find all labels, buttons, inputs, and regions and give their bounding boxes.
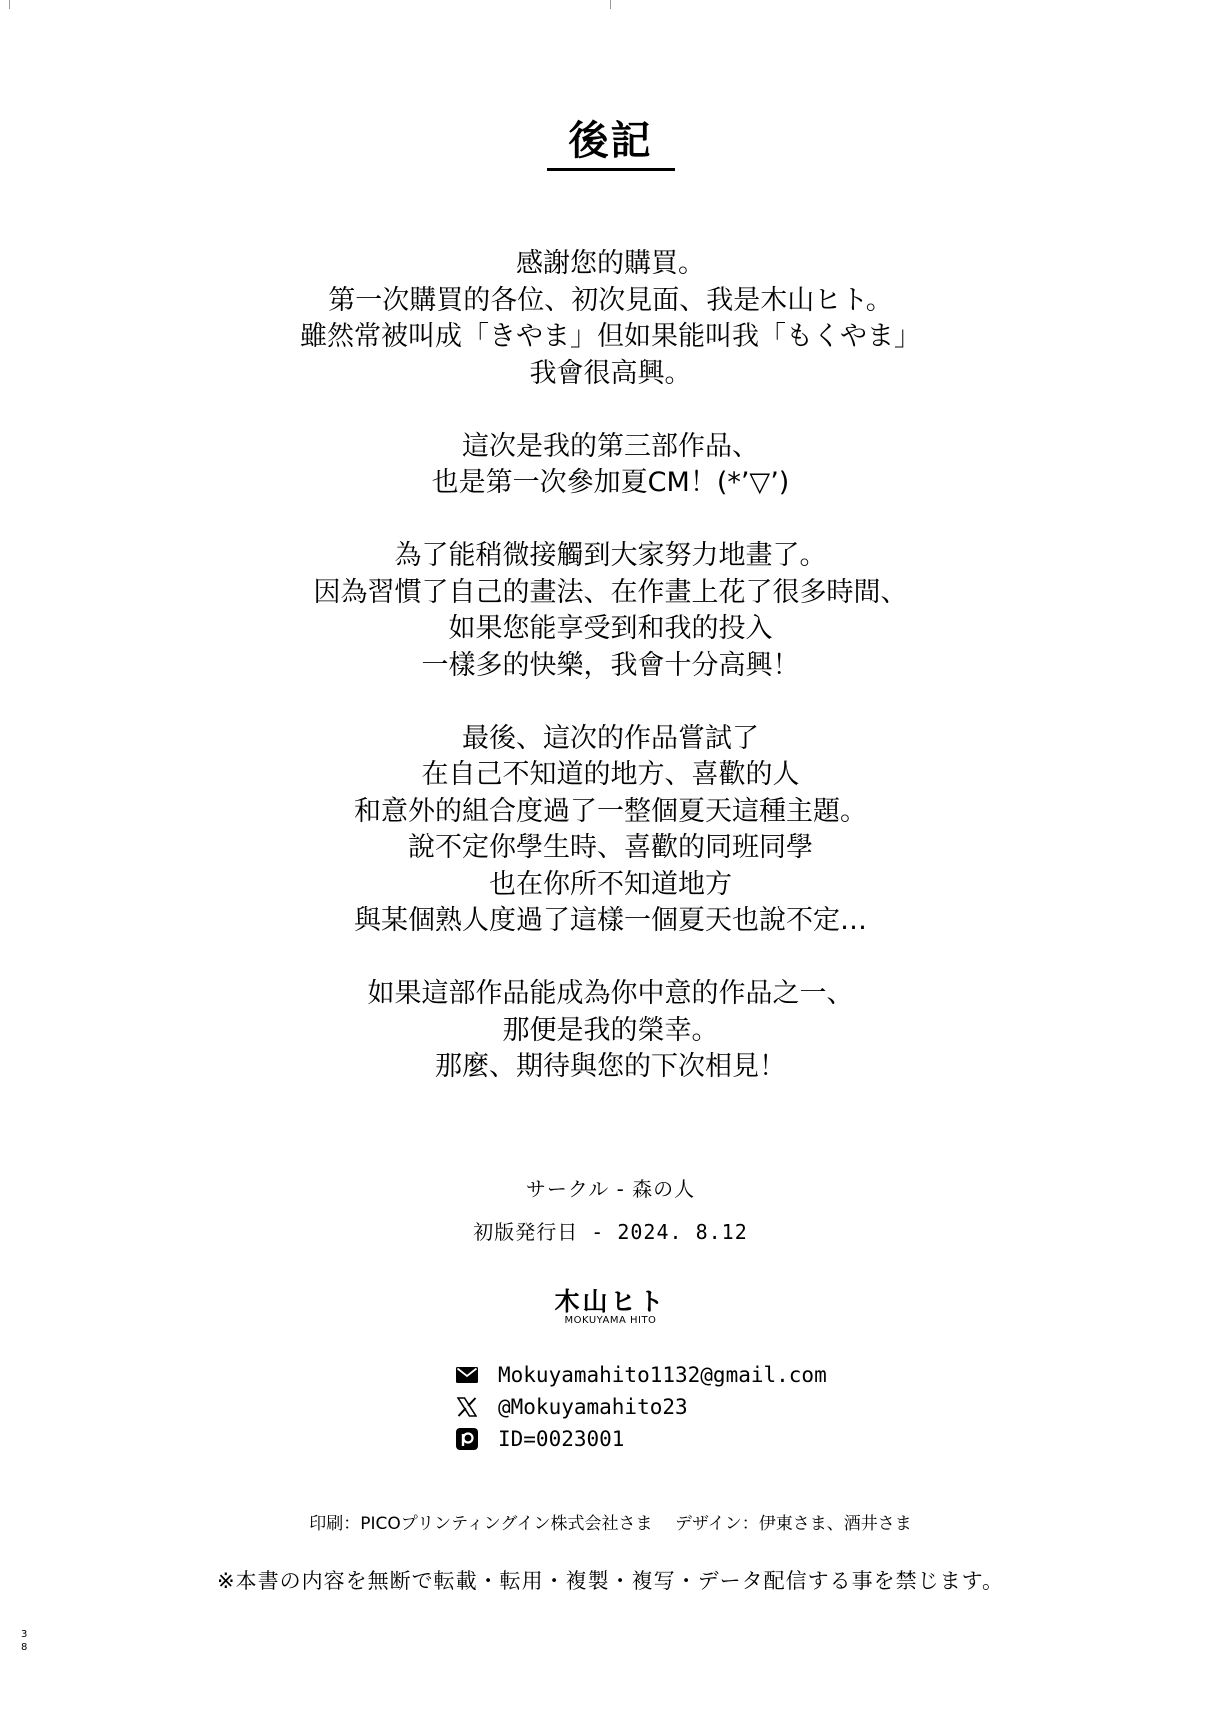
pixiv-icon <box>456 1428 478 1450</box>
pixiv-id[interactable]: ID=0023001 <box>498 1427 625 1451</box>
crop-mark-center <box>610 0 611 9</box>
x-handle[interactable]: @Mokuyamahito23 <box>498 1395 688 1419</box>
print-design-credits: 印刷：PICOプリンティングイン株式会社さま デザイン：伊東さま、酒井さま <box>309 1514 912 1534</box>
body-line: 那便是我的榮幸。 <box>502 1014 719 1046</box>
paragraph-4 <box>0 721 1221 940</box>
author-name-roman: MOKUYAMA HITO <box>564 1315 657 1326</box>
paragraph-5 <box>0 976 1221 1086</box>
body-line: 我會很高興。 <box>529 357 692 389</box>
body-line: 也是第一次參加夏CM！(*’▽’) <box>431 467 790 498</box>
body-line: 說不定你學生時、喜歡的同班同學 <box>408 832 813 863</box>
copyright-notice: ※本書の内容を無断で転載・転用・複製・複写・データ配信する事を禁じます。 <box>217 1569 1004 1593</box>
body-line: 如果您能享受到和我的投入 <box>448 613 773 644</box>
contact-list <box>456 1359 827 1455</box>
body-line: 一樣多的快樂，我會十分高興！ <box>421 649 800 681</box>
body-line: 和意外的組合度過了一整個夏天這種主題。 <box>354 795 867 827</box>
first-edition-date: 初版発行日 - 2024. 8.12 <box>473 1220 748 1244</box>
body-line: 最後、這次的作品嘗試了 <box>462 722 759 754</box>
circle-name: サークル - 森の人 <box>525 1177 696 1201</box>
body-line: 在自己不知道的地方、喜歡的人 <box>421 759 800 790</box>
body-line: 雖然常被叫成「きやま」但如果能叫我「もくやま」 <box>300 321 921 352</box>
afterword-title-block <box>0 118 1221 171</box>
email-address[interactable]: Mokuyamahito1132@gmail.com <box>498 1363 827 1387</box>
x-logo-icon <box>456 1396 478 1418</box>
paragraph-2 <box>0 429 1221 502</box>
paragraph-3 <box>0 538 1221 684</box>
paragraph-1 <box>0 246 1221 392</box>
contact-x <box>456 1391 827 1423</box>
body-line: 也在你所不知道地方 <box>489 868 732 900</box>
contact-pixiv <box>456 1423 827 1455</box>
crop-mark-left <box>9 0 10 9</box>
body-line: 第一次購買的各位、初次見面、我是木山ヒト。 <box>328 284 893 316</box>
afterword-title: 後記 <box>547 118 675 171</box>
mail-icon <box>456 1364 478 1386</box>
body-line: 如果這部作品能成為你中意的作品之一、 <box>367 978 854 1009</box>
body-line: 為了能稍微接觸到大家努力地畫了。 <box>394 540 827 571</box>
body-line: 那麼、期待與您的下次相見！ <box>435 1051 786 1082</box>
contact-email <box>456 1359 827 1391</box>
body-line: 與某個熟人度過了這樣一個夏天也說不定… <box>354 905 867 936</box>
body-line: 這次是我的第三部作品、 <box>462 430 759 462</box>
body-line: 感謝您的購買。 <box>516 248 705 279</box>
body-line: 因為習慣了自己的畫法、在作畫上花了很多時間、 <box>313 576 908 608</box>
page-number: 38 <box>21 1629 28 1653</box>
author-name: 木山ヒト <box>554 1287 667 1316</box>
afterword-body <box>0 246 1221 1122</box>
